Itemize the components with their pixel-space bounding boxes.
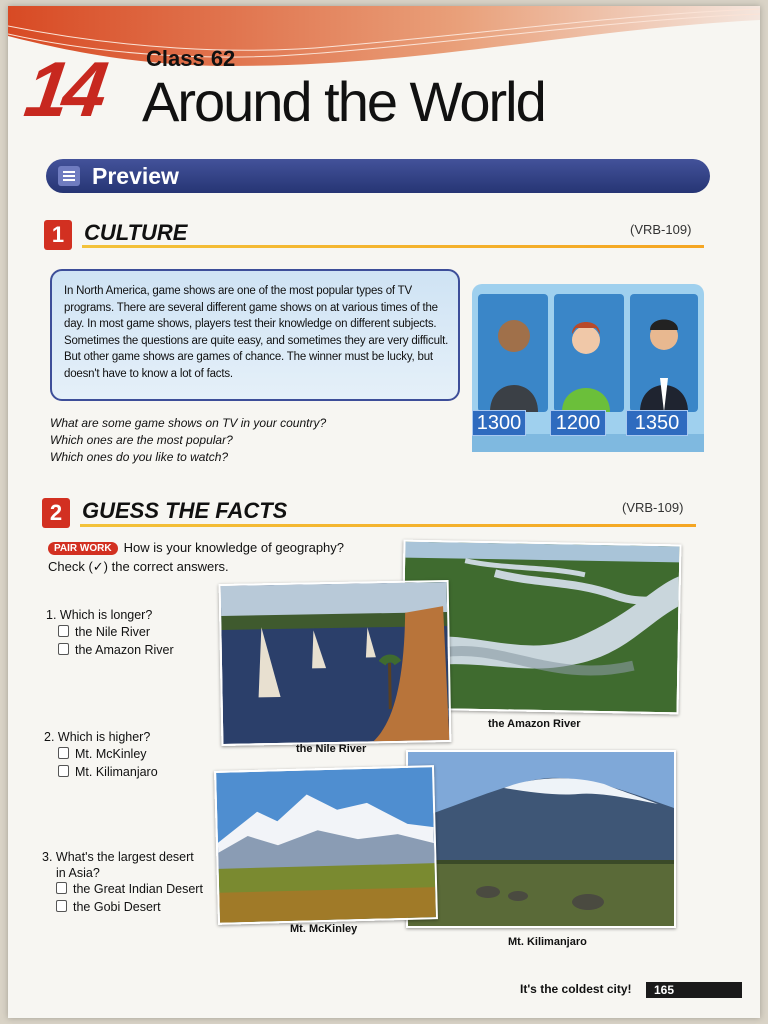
section-1-code: (VRB-109) bbox=[630, 222, 692, 237]
page-title: Around the World bbox=[142, 70, 545, 133]
class-label: Class 62 bbox=[146, 46, 236, 71]
pair-work-text: How is your knowledge of geography? bbox=[123, 540, 345, 555]
culture-text-box bbox=[50, 269, 460, 401]
question-3-text-line-2: in Asia? bbox=[56, 866, 100, 880]
culture-question-2: Which ones are the most popular? bbox=[50, 433, 233, 447]
mckinley-photo bbox=[214, 765, 438, 925]
section-2-rule bbox=[80, 524, 696, 527]
score-panel-2: 1200 bbox=[550, 410, 606, 436]
question-2-option-2[interactable]: Mt. Kilimanjaro bbox=[58, 765, 158, 779]
checkbox[interactable] bbox=[58, 643, 69, 655]
header-swoosh bbox=[8, 6, 760, 76]
question-3-text-line-1: 3. What's the largest desert bbox=[42, 850, 194, 864]
kilimanjaro-caption: Mt. Kilimanjaro bbox=[508, 936, 587, 948]
score-panel-3: 1350 bbox=[626, 410, 688, 436]
mckinley-caption: Mt. McKinley bbox=[290, 923, 358, 935]
question-1-option-2[interactable]: the Amazon River bbox=[58, 643, 174, 657]
page-number: 165 bbox=[654, 983, 675, 997]
nile-river-photo bbox=[219, 580, 452, 746]
section-1-title: CULTURE bbox=[84, 220, 188, 245]
culture-question-3: Which ones do you like to watch? bbox=[50, 450, 229, 464]
nile-caption: the Nile River bbox=[296, 743, 367, 755]
question-3-option-1[interactable]: the Great Indian Desert bbox=[56, 882, 203, 896]
score-panel-1: 1300 bbox=[472, 410, 526, 436]
question-1-option-1[interactable]: the Nile River bbox=[58, 625, 150, 639]
game-show-illustration bbox=[472, 284, 704, 452]
pair-work-prompt bbox=[48, 540, 344, 555]
question-1-text: 1. Which is longer? bbox=[46, 608, 153, 622]
section-2-code: (VRB-109) bbox=[622, 500, 684, 515]
amazon-caption: the Amazon River bbox=[488, 718, 581, 730]
kilimanjaro-photo bbox=[406, 750, 676, 928]
preview-bar bbox=[46, 159, 710, 193]
pair-work-badge: PAIR WORK bbox=[48, 542, 118, 555]
checkbox[interactable] bbox=[56, 900, 67, 912]
section-2-number: 2 bbox=[42, 498, 70, 528]
preview-label: Preview bbox=[92, 163, 179, 189]
section-2-title: GUESS THE FACTS bbox=[82, 498, 288, 523]
section-1-rule bbox=[82, 245, 704, 248]
list-icon bbox=[58, 166, 80, 186]
checkbox[interactable] bbox=[58, 625, 69, 637]
footer-text: It's the coldest city! bbox=[520, 982, 632, 996]
checkbox[interactable] bbox=[58, 747, 69, 759]
check-instruction: Check (✓) the correct answers. bbox=[48, 559, 229, 574]
unit-number: 14 bbox=[19, 45, 107, 133]
textbook-page bbox=[8, 6, 760, 1018]
question-3-option-2[interactable]: the Gobi Desert bbox=[56, 900, 161, 914]
culture-question-1: What are some game shows on TV in your country? bbox=[50, 416, 327, 430]
checkbox[interactable] bbox=[58, 765, 69, 777]
checkbox[interactable] bbox=[56, 882, 67, 894]
question-2-option-1[interactable]: Mt. McKinley bbox=[58, 747, 147, 761]
culture-paragraph: In North America, game shows are one of the most popular types of TV programs. There are several different game shows on at various times of the day. In most game shows, players test their knowledge on different subjects. Sometimes the questions are quite easy, and sometimes they are very difficult. But other game shows are games of chance. The winner must be lucky, but doesn't have to know a lot of facts. bbox=[64, 285, 449, 380]
question-2-text: 2. Which is higher? bbox=[44, 730, 151, 744]
section-1-number: 1 bbox=[44, 220, 72, 250]
